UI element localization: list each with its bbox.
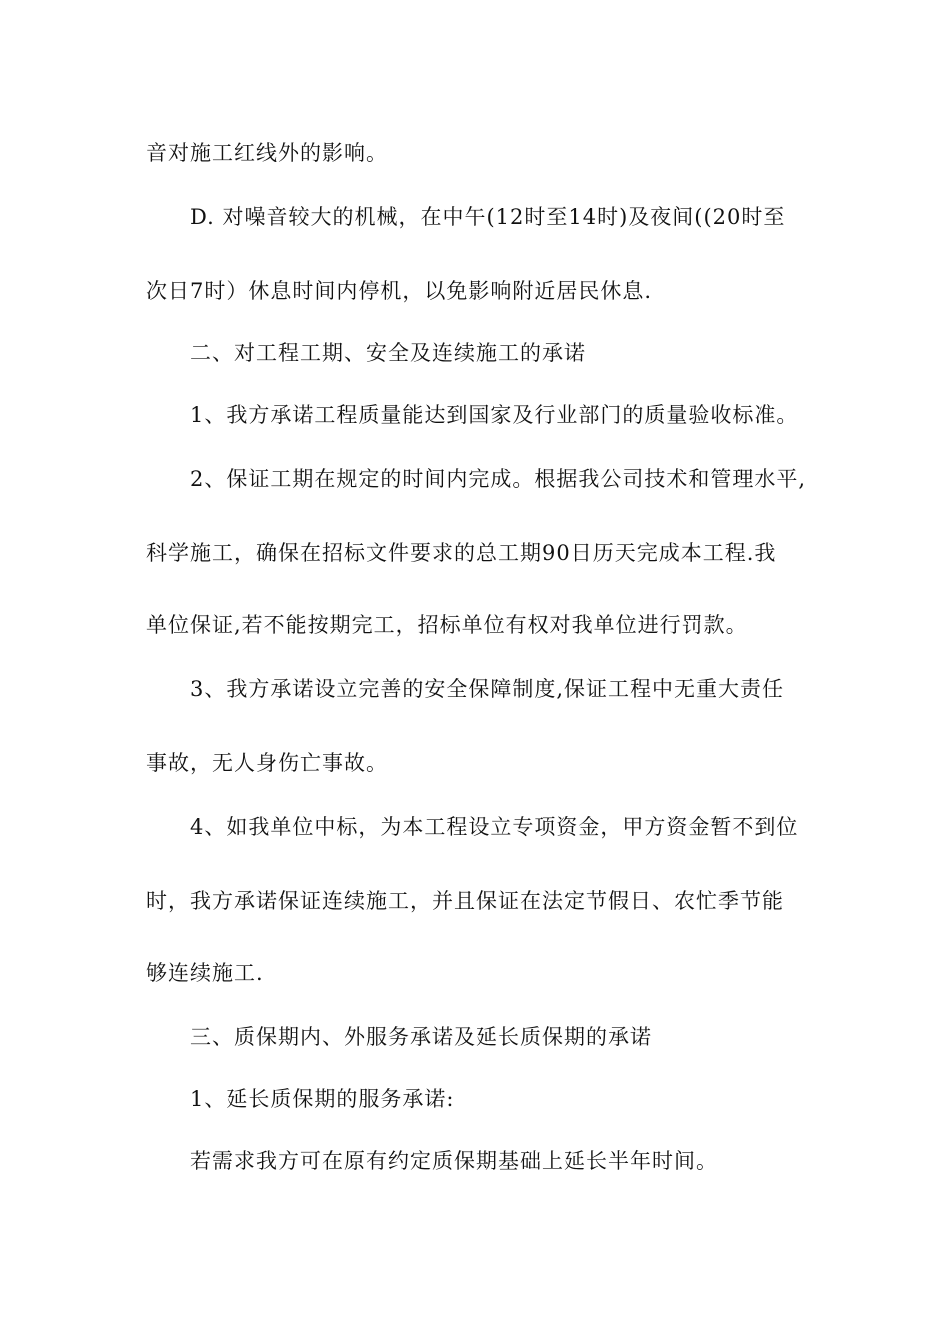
paragraph-line: 1、我方承诺工程质量能达到国家及行业部门的质量验收标准。 — [190, 403, 799, 427]
paragraph-line: 单位保证,若不能按期完工，招标单位有权对我单位进行罚款。 — [146, 613, 748, 637]
paragraph-line: 次日7时）休息时间内停机，以免影响附近居民休息. — [146, 279, 653, 303]
paragraph-line: 够连续施工. — [146, 961, 264, 985]
paragraph-line: 2、保证工期在规定的时间内完成。根据我公司技术和管理水平, — [190, 467, 807, 491]
paragraph-line: 4、如我单位中标，为本工程设立专项资金，甲方资金暂不到位 — [190, 815, 799, 839]
paragraph-line: D. 对噪音较大的机械，在中午(12时至14时)及夜间((20时至 — [190, 205, 786, 229]
paragraph-line: 事故，无人身伤亡事故。 — [146, 751, 388, 775]
paragraph-line: 音对施工红线外的影响。 — [146, 141, 388, 165]
paragraph-line: 科学施工，确保在招标文件要求的总工期90日历天完成本工程.我 — [146, 541, 777, 565]
paragraph-line: 时，我方承诺保证连续施工，并且保证在法定节假日、农忙季节能 — [146, 889, 784, 913]
paragraph-line: 1、延长质保期的服务承诺: — [190, 1087, 455, 1111]
section-heading: 二、对工程工期、安全及连续施工的承诺 — [190, 341, 586, 365]
section-heading: 三、质保期内、外服务承诺及延长质保期的承诺 — [190, 1025, 652, 1049]
paragraph-line: 若需求我方可在原有约定质保期基础上延长半年时间。 — [190, 1149, 718, 1173]
paragraph-line: 3、我方承诺设立完善的安全保障制度,保证工程中无重大责任 — [190, 677, 785, 701]
